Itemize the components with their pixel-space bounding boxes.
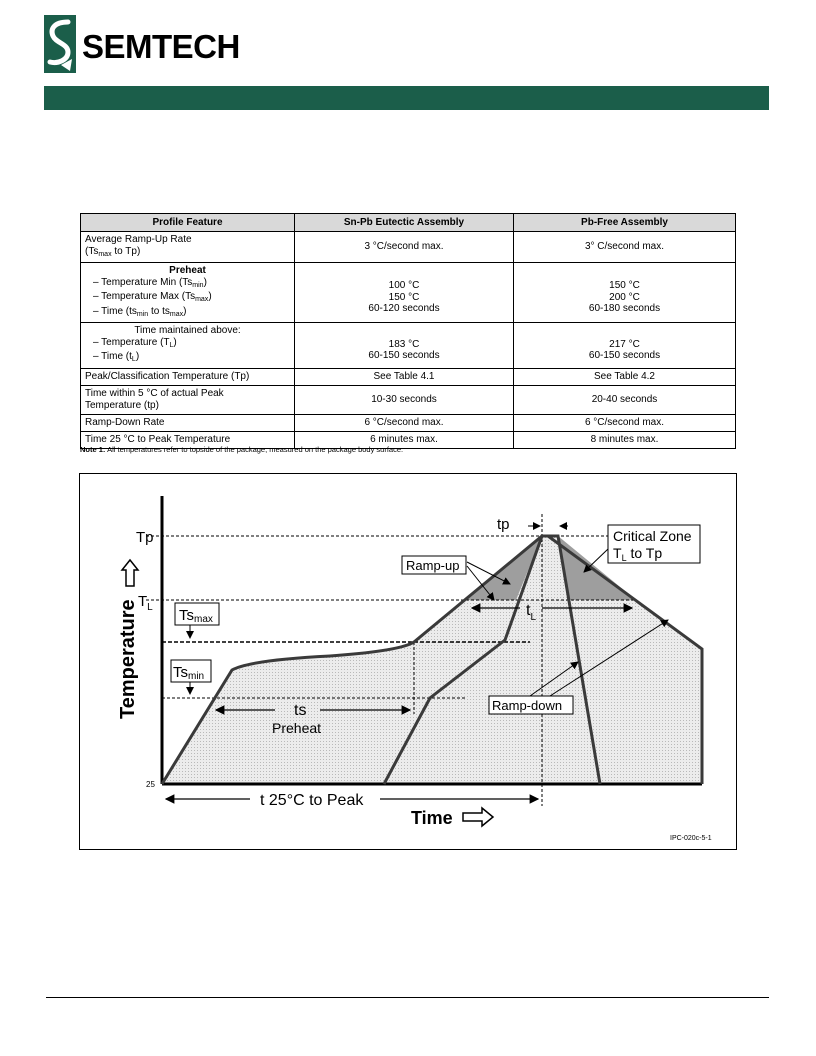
column-header: Profile Feature	[81, 214, 295, 232]
table-cell-feature: Time maintained above: – Temperature $(T_L)$ – Time $(t_L)$	[81, 323, 295, 369]
table-row	[81, 323, 736, 369]
up-arrow-icon	[122, 560, 138, 586]
table-row	[81, 263, 736, 323]
tp-label: Tp	[136, 529, 154, 546]
reflow-profile-table	[80, 213, 736, 449]
t25-to-peak-label: t 25°C to Peak	[260, 792, 364, 809]
table-cell-snpb: 3 °C/second max.	[295, 232, 514, 263]
table-cell-feature: Average Ramp-Up Rate ($Ts_{max}$ to Tp)	[81, 232, 295, 263]
x-axis-label: Time	[411, 808, 453, 828]
header-bar	[44, 86, 769, 110]
semtech-logo-icon	[44, 15, 76, 73]
tsmax-label: Tsmax	[179, 607, 213, 625]
brand-name: SEMTECH	[82, 28, 240, 65]
table-cell-pbfree: 20-40 seconds	[514, 385, 736, 414]
critical-zone-range: $T_L$ to Tp	[613, 545, 663, 563]
note-text: All temperatures refer to topside of the package, measured on the package body surface.	[105, 445, 404, 454]
ramp-up-label: Ramp-up	[406, 558, 460, 573]
tsmin-label: Tsmin	[173, 664, 205, 682]
column-header: Pb-Free Assembly	[514, 214, 736, 232]
table-cell-pbfree: 3° C/second max.	[514, 232, 736, 263]
table-cell-snpb: 6 minutes max.	[295, 431, 514, 448]
column-header: Sn-Pb Eutectic Assembly	[295, 214, 514, 232]
table-cell-feature: Preheat – Temperature Min $(Ts_{min})$ – Temperature Max $(Ts_{max})$ – Time ($ts_{min}$ to $ts_{max}$)	[81, 263, 295, 323]
tl-label: $T_L$	[138, 593, 153, 613]
critical-zone-label: Critical Zone	[613, 528, 692, 544]
ramp-down-label: Ramp-down	[492, 698, 563, 713]
footer-rule	[46, 997, 769, 998]
table-cell-pbfree: See Table 4.2	[514, 368, 736, 385]
ts-label: ts	[294, 702, 307, 719]
right-arrow-icon	[463, 808, 493, 826]
table-cell-pbfree: 8 minutes max.	[514, 431, 736, 448]
table-cell-pbfree: 217 °C 60-150 seconds	[514, 323, 736, 369]
y-25-label: 25	[146, 780, 155, 789]
table-cell-snpb: 100 °C 150 °C 60-120 seconds	[295, 263, 514, 323]
table-header-row	[81, 214, 736, 232]
table-cell-snpb: 6 °C/second max.	[295, 414, 514, 431]
tl-small-label: $t_L$	[526, 602, 537, 623]
table-cell-pbfree: 150 °C 200 °C 60-180 seconds	[514, 263, 736, 323]
table-note	[80, 445, 403, 454]
preheat-label: Preheat	[272, 720, 322, 736]
table-cell-feature: Ramp-Down Rate	[81, 414, 295, 431]
reflow-profile-svg	[80, 474, 736, 849]
table-cell-pbfree: 6 °C/second max.	[514, 414, 736, 431]
table-cell-snpb: 183 °C 60-150 seconds	[295, 323, 514, 369]
table-cell-feature: Time 25 °C to Peak Temperature	[81, 431, 295, 448]
table-cell-feature: Peak/Classification Temperature (Tp)	[81, 368, 295, 385]
table-cell-feature: Time within 5 °C of actual Peak Temperature (tp)	[81, 385, 295, 414]
table-cell-snpb: 10-30 seconds	[295, 385, 514, 414]
tp-small-label: tp	[497, 516, 510, 533]
y-axis-label: Temperature	[117, 599, 139, 719]
table-row	[81, 232, 736, 263]
table-cell-snpb: See Table 4.1	[295, 368, 514, 385]
table-row	[81, 414, 736, 431]
table-row	[81, 368, 736, 385]
note-label: Note 1:	[80, 445, 106, 454]
reflow-profile-diagram	[79, 473, 737, 850]
figure-id: IPC-020c-5-1	[670, 835, 712, 842]
table-row	[81, 385, 736, 414]
